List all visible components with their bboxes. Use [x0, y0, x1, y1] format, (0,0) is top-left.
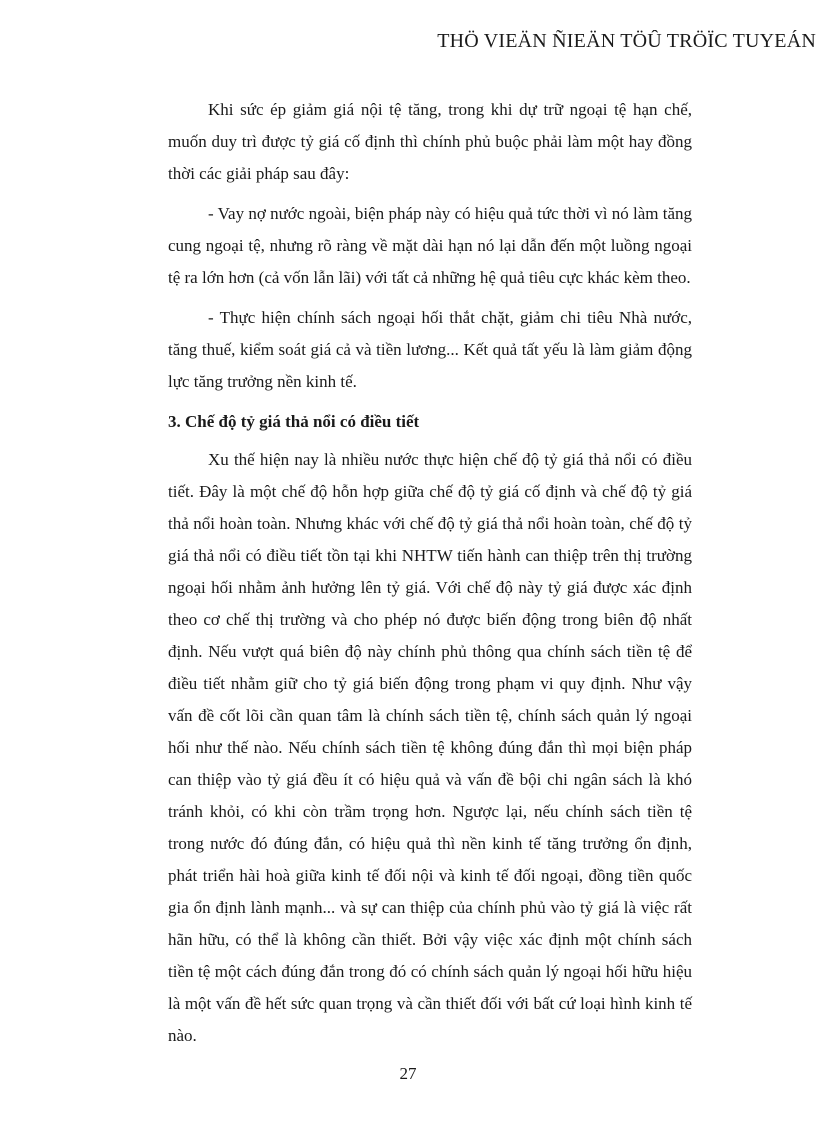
- intro-paragraph: Khi sức ép giảm giá nội tệ tăng, trong khi dự trữ ngoại tệ hạn chế, muốn duy trì được tỷ giá cố định thì chính phủ buộc phải làm một hay đồng thời các giải pháp sau đây:: [168, 100, 692, 183]
- document-body: [168, 94, 692, 1060]
- page-header: THÖ VIEÄN ÑIEÄN TÖÛ TRÖÏC TUYEÁN: [437, 30, 816, 52]
- section-heading: 3. Chế độ tỷ giá thả nổi có điều tiết: [168, 412, 420, 431]
- bullet-paragraph-foreign-loans: - Vay nợ nước ngoài, biện pháp này có hiệu quả tức thời vì nó làm tăng cung ngoại tệ, nhưng rõ ràng về mặt dài hạn nó lại dẫn đến một luồng ngoại tệ ra lớn hơn (cả vốn lẫn lãi) với tất cả những hệ quả tiêu cực khác kèm theo.: [168, 204, 692, 287]
- page-number: 27: [399, 1064, 417, 1083]
- bullet-paragraph-tight-policy: - Thực hiện chính sách ngoại hối thắt chặt, giảm chi tiêu Nhà nước, tăng thuế, kiểm soát giá cả và tiền lương... Kết quả tất yếu là làm giảm động lực tăng trưởng nền kinh tế.: [168, 308, 692, 391]
- section-paragraph: Xu thế hiện nay là nhiều nước thực hiện chế độ tỷ giá thả nổi có điều tiết. Đây là một chế độ hỗn hợp giữa chế độ tỷ giá cố định và chế độ tỷ giá thả nổi hoàn toàn. Nhưng khác với chế độ tỷ giá thả nổi hoàn toàn, chế độ tỷ giá thả nổi có điều tiết tồn tại khi NHTW tiến hành can thiệp trên thị trường ngoại hối nhằm ảnh hưởng lên tỷ giá. Với chế độ này tỷ giá được xác định theo cơ chế thị trường và cho phép nó được biến động trong biên độ nhất định. Nếu vượt quá biên độ này chính phủ thông qua chính sách tiền tệ để điều tiết nhằm giữ cho tỷ giá biến động trong phạm vi quy định. Như vậy vấn đề cốt lõi cần quan tâm là chính sách tiền tệ, chính sách quản lý ngoại hối như thế nào. Nếu chính sách tiền tệ không đúng đắn thì mọi biện pháp can thiệp vào tỷ giá đều ít có hiệu quả và vấn đề bội chi ngân sách là khó tránh khỏi, có khi còn trầm trọng hơn. Ngược lại, nếu chính sách tiền tệ trong nước đó đúng đắn, có hiệu quả thì nền kinh tế tăng trưởng ổn định, phát triển hài hoà giữa kinh tế đối nội và kinh tế đối ngoại, đồng tiền quốc gia ổn định lành mạnh... và sự can thiệp của chính phủ vào tỷ giá là việc rất hãn hữu, có thể là không cần thiết. Bởi vậy việc xác định một chính sách tiền tệ một cách đúng đắn trong đó có chính sách quản lý ngoại hối hữu hiệu là một vấn đề hết sức quan trọng và cần thiết đối với bất cứ loại hình kinh tế nào.: [168, 450, 692, 1045]
